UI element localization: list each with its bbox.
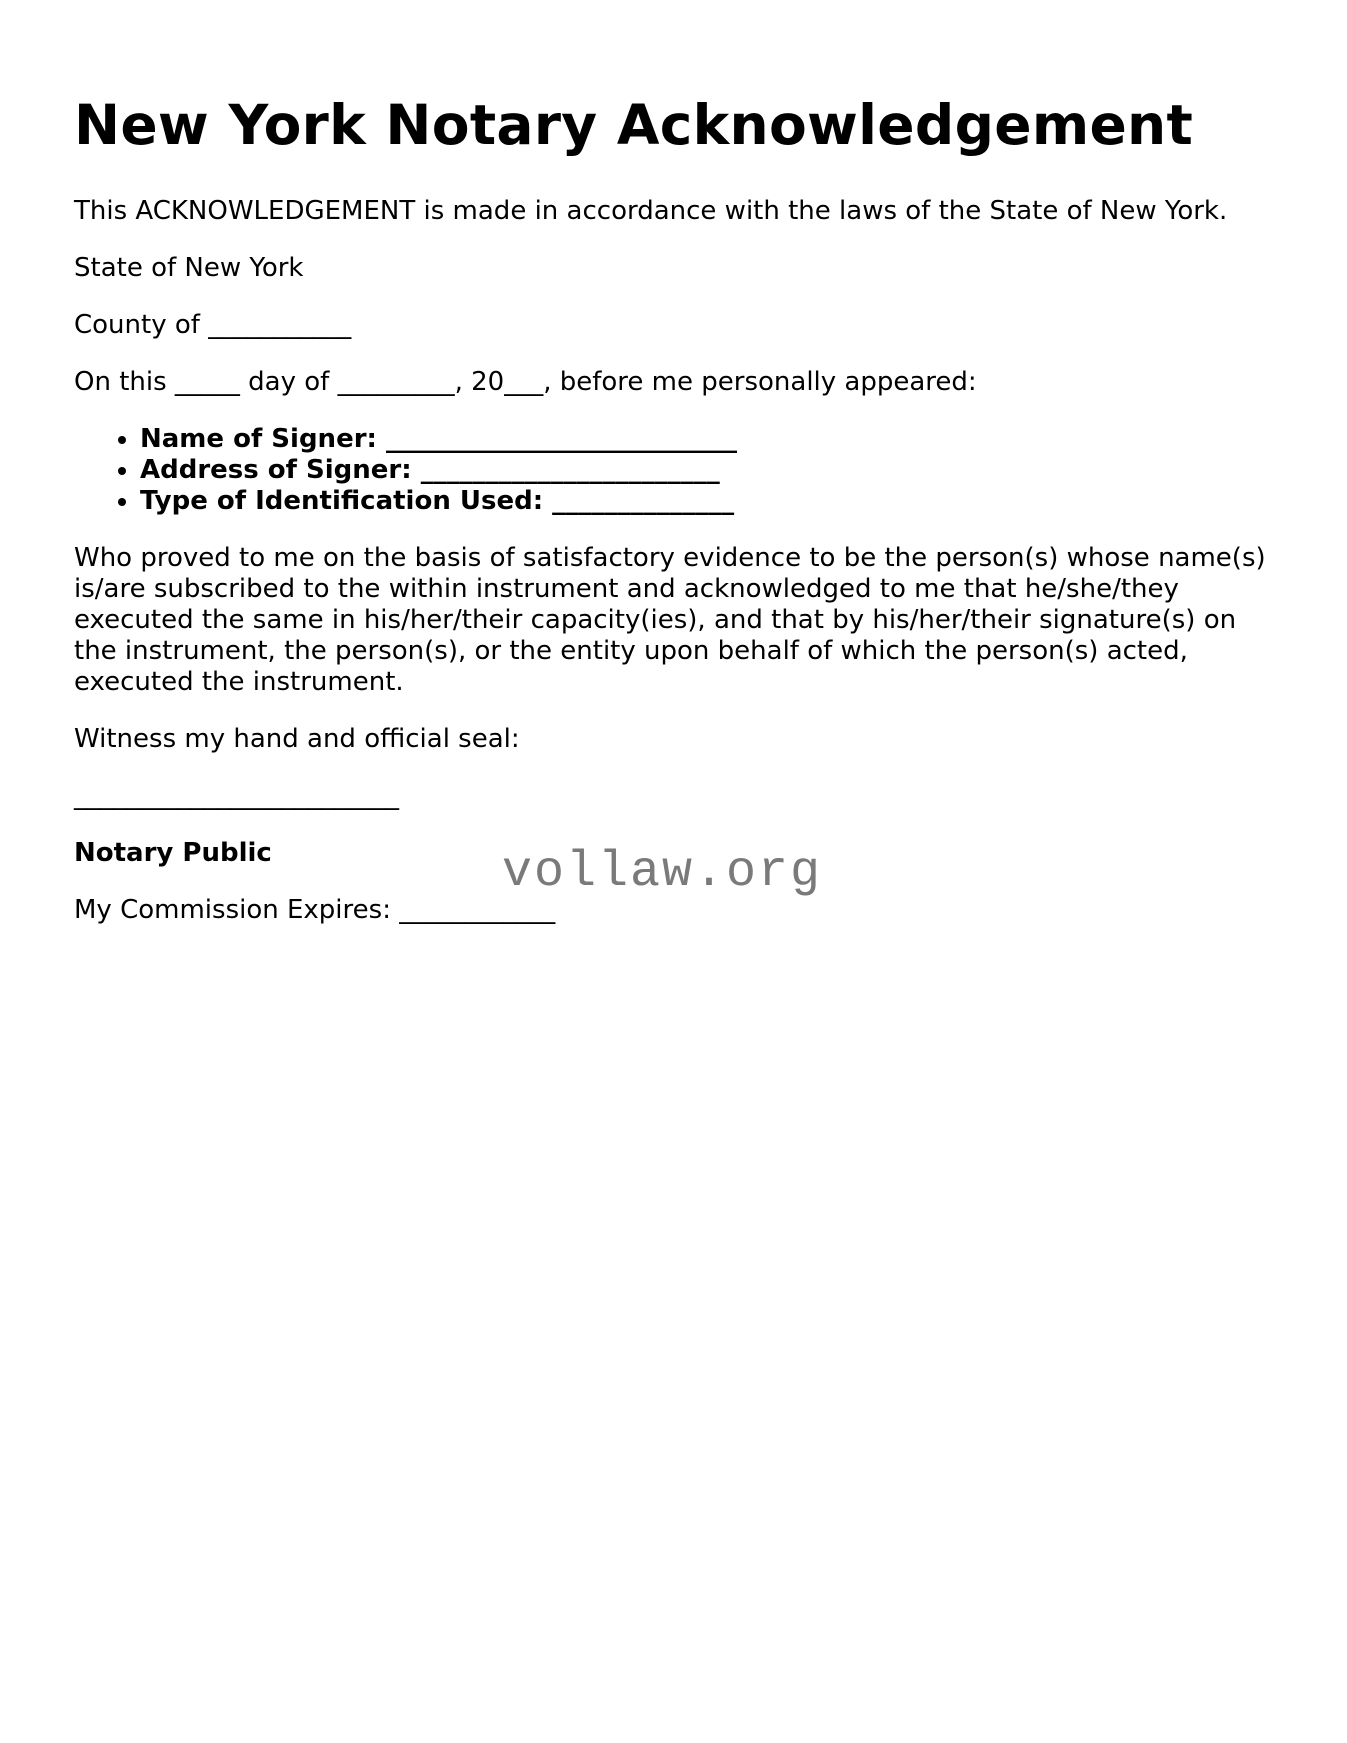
signer-name-field: • Name of Signer: ___________________________ [140, 424, 1274, 455]
watermark: vollaw.org [502, 844, 823, 901]
date-line: On this _____ day of _________, 20___, before me personally appeared: [74, 367, 977, 397]
witness-line: Witness my hand and official seal: [74, 724, 520, 754]
identification-type-field: • Type of Identification Used: ______________ [140, 486, 1274, 517]
acknowledgement-paragraph: Who proved to me on the basis of satisfactory evidence to be the person(s) whose name(s) is/are subscribed to the within instrument and acknowledged to me that he/she/they executed the same in his/her/their capacity(ies), and that by his/her/their signature(s) on the instrument, the person(s), or the entity upon behalf of which the person(s) acted, executed the instrument. [74, 543, 1266, 697]
state-line: State of New York [74, 253, 304, 283]
county-line: County of ___________ [74, 310, 352, 340]
notary-public-label: Notary Public [74, 838, 272, 868]
commission-expires-line: My Commission Expires: ____________ [74, 895, 556, 925]
page-title: New York Notary Acknowledgement [74, 93, 1194, 157]
document-page [74, 92, 1274, 952]
signature-line: _________________________ [74, 781, 399, 811]
signer-fields-list [74, 424, 1274, 517]
signer-address-field: • Address of Signer: _______________________ [140, 455, 1274, 486]
intro-text: This ACKNOWLEDGEMENT is made in accordance with the laws of the State of New York. [74, 196, 1228, 226]
